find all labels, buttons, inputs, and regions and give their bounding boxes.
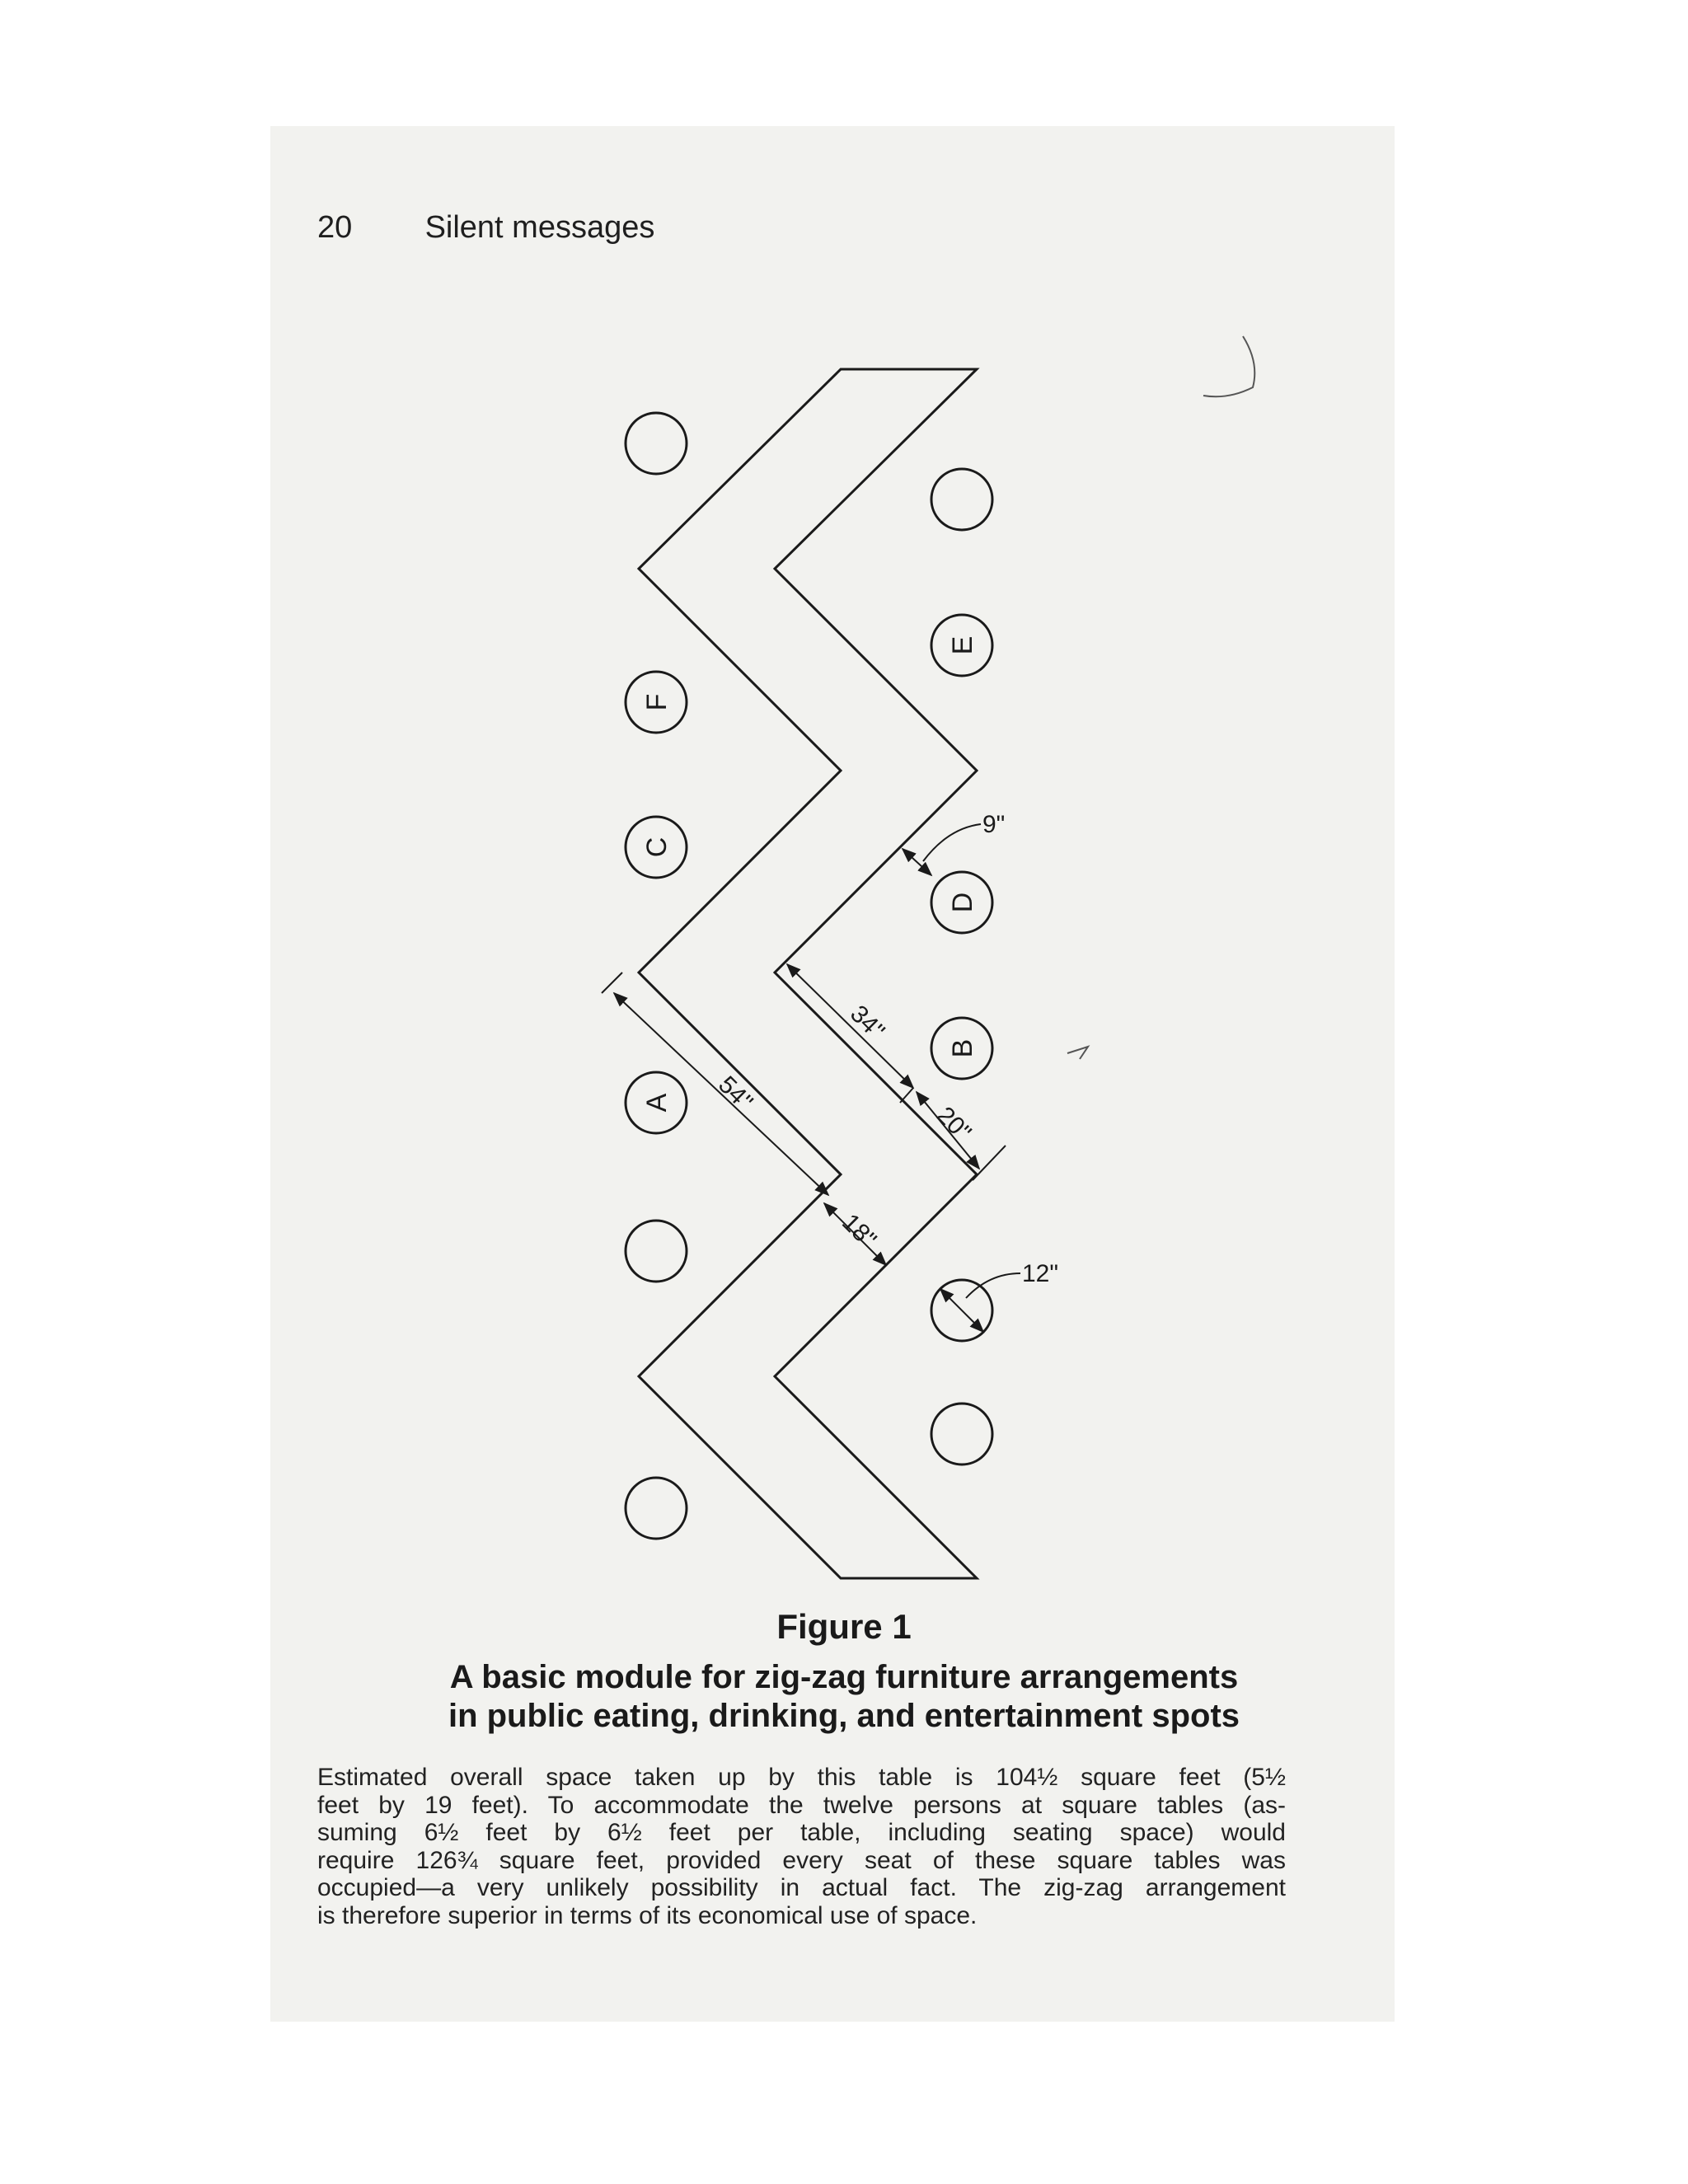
dim-12-leader bbox=[966, 1273, 1020, 1298]
dim-label-54: 54" bbox=[713, 1071, 758, 1117]
dim-34-line bbox=[787, 964, 913, 1088]
seat-letter: D bbox=[947, 892, 978, 913]
seat-bottom-right bbox=[931, 1404, 992, 1465]
dim-20-tick bbox=[973, 1146, 1006, 1180]
figure-caption bbox=[317, 1764, 1286, 1929]
seat-lower-left bbox=[626, 1221, 687, 1282]
dim-label-12: 12" bbox=[1022, 1260, 1059, 1287]
seat-letter: B bbox=[947, 1038, 978, 1058]
caption-line: suming 6½ feet by 6½ feet per table, including seating space) would bbox=[317, 1819, 1286, 1846]
seat-bottom-left bbox=[626, 1478, 687, 1539]
dim-54-extension bbox=[602, 972, 622, 993]
zigzag-table-outline bbox=[639, 369, 977, 1578]
seat-top-left bbox=[626, 413, 687, 474]
dim-label-34: 34" bbox=[845, 1000, 890, 1046]
caption-line: Estimated overall space taken up by this table is 104½ square feet (5½ bbox=[317, 1764, 1286, 1791]
caption-line: is therefore superior in terms of its economical use of space. bbox=[317, 1901, 978, 1929]
caption-line: occupied—a very unlikely possibility in actual fact. The zig-zag arrangement bbox=[317, 1874, 1286, 1901]
book-title: Silent messages bbox=[424, 210, 655, 245]
dim-12-line bbox=[940, 1289, 983, 1332]
caption-line: require 126¾ square feet, provided every seat of these square tables was bbox=[317, 1846, 1286, 1874]
figure-label: Figure 1 bbox=[776, 1607, 912, 1646]
seat-top-right bbox=[931, 469, 992, 530]
pen-mark bbox=[1203, 336, 1254, 396]
seat-letter: F bbox=[641, 693, 673, 711]
dim-label-18: 18" bbox=[837, 1208, 882, 1254]
figure-title-line: A basic module for zig-zag furniture arrangements bbox=[449, 1659, 1239, 1695]
seat-letter: E bbox=[947, 635, 978, 655]
seat-letter: A bbox=[641, 1093, 673, 1113]
figure-title bbox=[0, 1658, 1688, 1736]
seat-letter: C bbox=[641, 837, 673, 858]
dim-9-line bbox=[903, 849, 931, 875]
dim-9-leader bbox=[923, 824, 981, 861]
page-number: 20 bbox=[317, 210, 353, 245]
pen-mark bbox=[1067, 1047, 1088, 1059]
figure-title-line: in public eating, drinking, and entertainment spots bbox=[448, 1698, 1240, 1734]
dim-label-20: 20" bbox=[931, 1101, 977, 1147]
dim-20-extension bbox=[900, 1088, 913, 1103]
caption-line: feet by 19 feet). To accommodate the twelve persons at square tables (as- bbox=[317, 1791, 1286, 1819]
dim-label-9: 9" bbox=[982, 811, 1006, 838]
